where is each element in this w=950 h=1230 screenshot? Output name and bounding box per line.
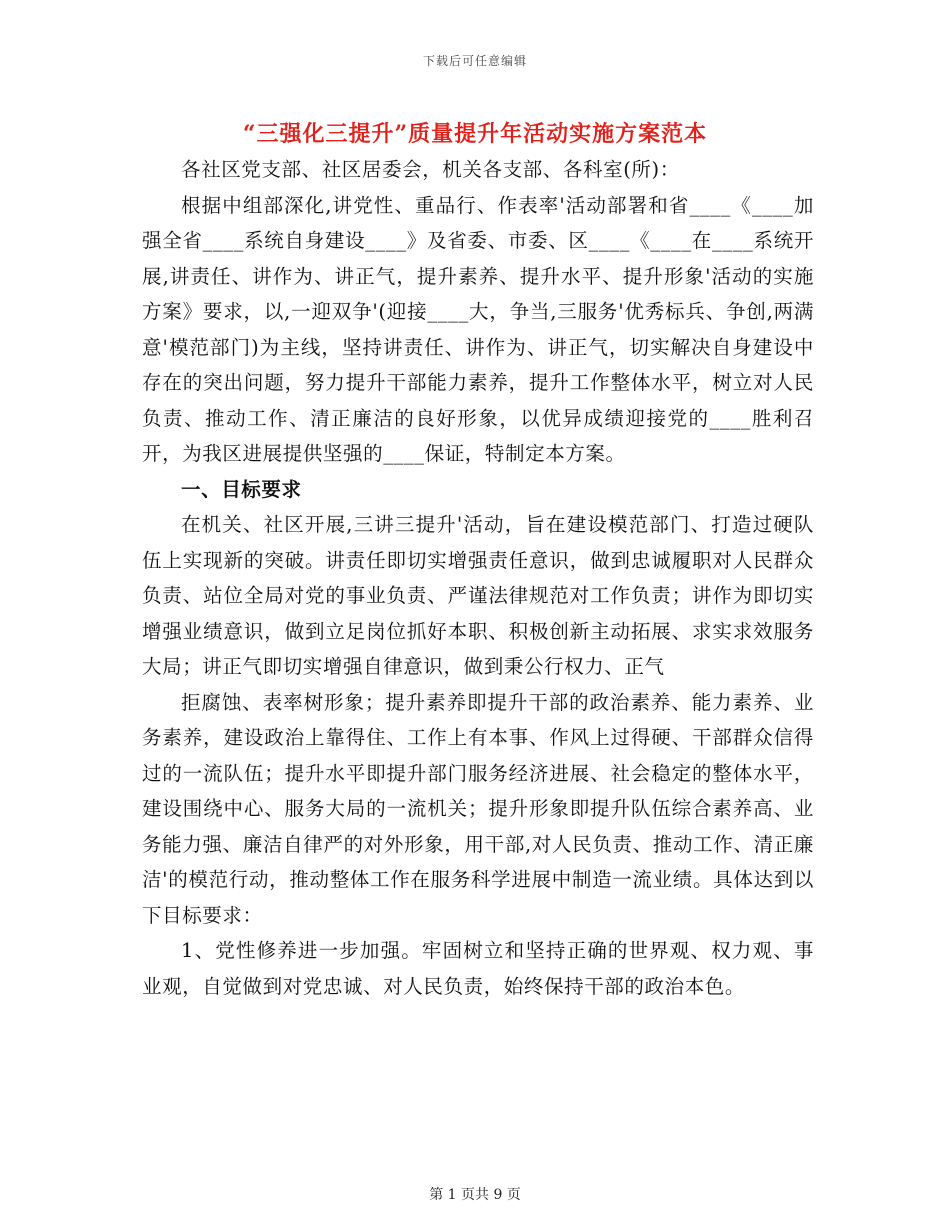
document-title: “三强化三提升”质量提升年活动实施方案范本 [242, 121, 708, 147]
page-header: 下载后可任意编辑 [422, 54, 527, 68]
body-paragraph: 在机关、社区开展,三讲三提升'活动，旨在建设模范部门、打造过硬队伍上实现新的突破。讲责任即切实增强责任意识，做到忠诚履职对人民群众负责、站位全局对党的事业负责、严谨法律规范对工作负责；讲作为即切实增强业绩意识，做到立足岗位抓好本职、积极创新主动拓展、求实求效服务大局；讲正气即切实增强自律意识，做到秉公行权力、正气 [142, 513, 814, 678]
intro-paragraph: 根据中组部深化,讲党性、重品行、作表率'活动部署和省____《____加强全省____系统自身建设____》及省委、市委、区____《____在____系统开展,讲责任、讲作为、讲正气，提升素养、提升水平、提升形象'活动的实施方案》要求，以,一迎双争'(迎接____大，争当,三服务'优秀标兵、争创,两满意'模范部门)为主线，坚持讲责任、讲作为、讲正气，切实解决自身建设中存在的突出问题，努力提升干部能力素养，提升工作整体水平，树立对人民负责、推动工作、清正廉洁的良好形象，以优异成绩迎接党的____胜利召开，为我区进展提供坚强的____保证，特制定本方案。 [142, 193, 814, 465]
body-paragraph: 拒腐蚀、表率树形象；提升素养即提升干部的政治素养、能力素养、业务素养，建设政治上靠得住、工作上有本事、作风上过得硬、干部群众信得过的一流队伍；提升水平即提升部门服务经济进展、社会稳定的整体水平，建设围绕中心、服务大局的一流机关；提升形象即提升队伍综合素养高、业务能力强、廉洁自律严的对外形象，用干部,对人民负责、推动工作、清正廉洁'的模范行动，推动整体工作在服务科学进展中制造一流业绩。具体达到以下目标要求： [142, 690, 814, 927]
document-body [142, 152, 814, 1004]
page-footer: 第 1 页共 9 页 [429, 1187, 521, 1203]
salutation-paragraph: 各社区党支部、社区居委会，机关各支部、各科室(所)： [181, 158, 680, 181]
numbered-paragraph: 1、党性修养进一步加强。牢固树立和坚持正确的世界观、权力观、事业观，自觉做到对党忠诚、对人民负责，始终保持干部的政治本色。 [142, 939, 814, 998]
section-heading: 一、目标要求 [181, 477, 302, 501]
